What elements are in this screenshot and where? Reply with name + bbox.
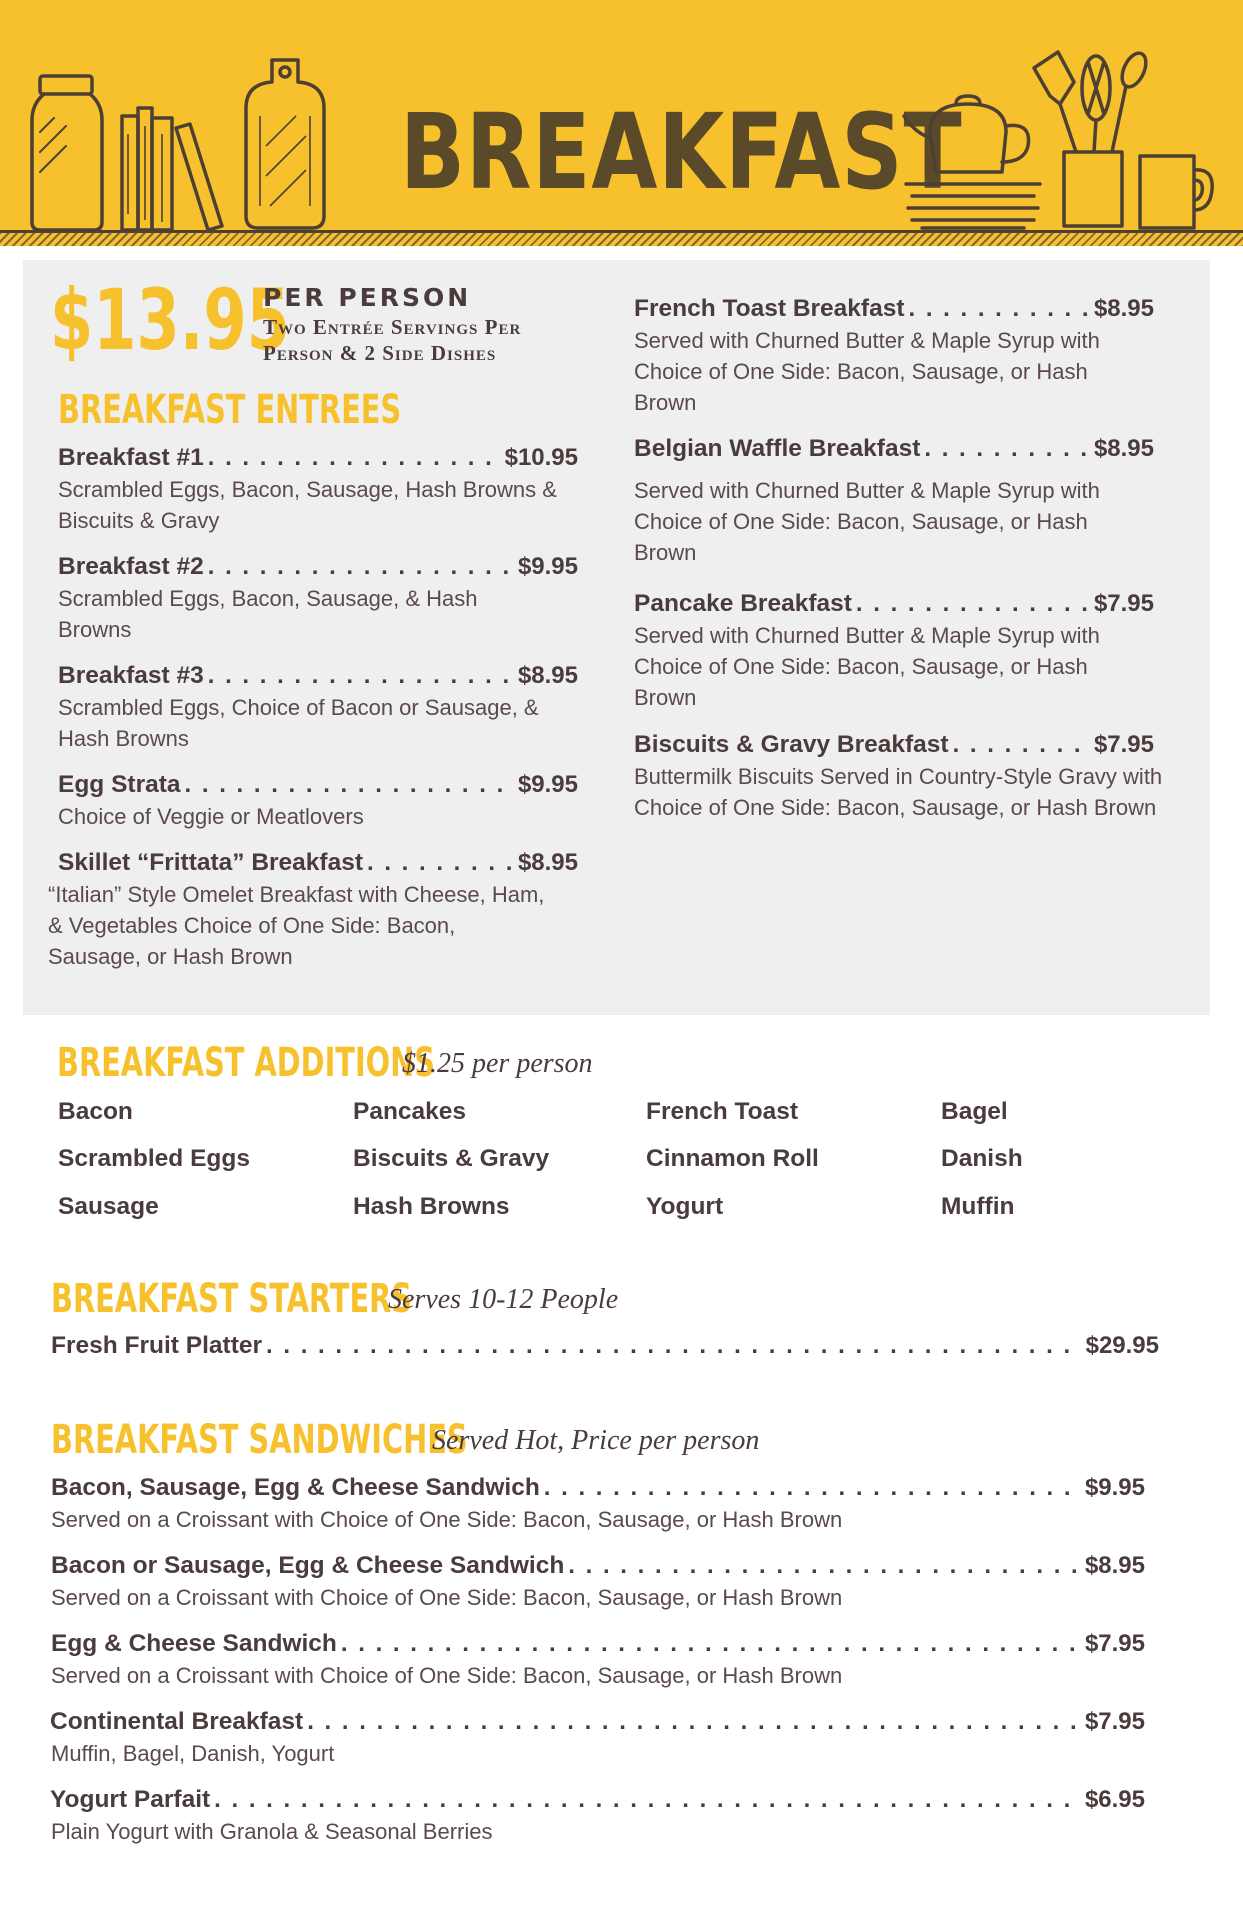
item-desc: Choice of Veggie or Meatlovers — [58, 804, 364, 829]
addition-item: Bacon — [58, 1098, 133, 1125]
item-name: Skillet “Frittata” Breakfast — [58, 849, 363, 876]
list-item — [51, 1552, 1145, 1613]
item-desc: Served on a Croissant with Choice of One Side: Bacon, Sausage, or Hash Brown — [51, 1585, 843, 1610]
plates-icon — [902, 178, 1044, 230]
entrees-title: BREAKFAST ENTREES — [58, 387, 402, 433]
addition-item: Danish — [941, 1145, 1023, 1172]
starters-subtitle: Serves 10-12 People — [388, 1284, 619, 1315]
item-price: $7.95 — [1084, 1630, 1145, 1657]
list-item — [58, 662, 578, 754]
list-item — [58, 553, 578, 645]
leader-dots — [341, 1630, 1081, 1658]
list-item — [50, 1786, 1145, 1847]
leader-dots — [266, 1332, 1082, 1360]
item-name: Pancake Breakfast — [634, 590, 852, 617]
shelf-hatch — [0, 232, 1243, 246]
list-item — [634, 435, 1154, 568]
item-name: French Toast Breakfast — [634, 295, 905, 322]
item-name: Breakfast #3 — [58, 662, 204, 689]
list-item — [634, 731, 1163, 823]
item-price: $29.95 — [1085, 1332, 1159, 1359]
leader-dots — [367, 849, 514, 877]
item-desc: Buttermilk Biscuits Served in Country-Style Gravy with Choice of One Side: Bacon, Sausage, or Hash Brown — [634, 764, 1163, 820]
item-name: Breakfast #2 — [58, 553, 204, 580]
starters-title: BREAKFAST STARTERS — [51, 1276, 413, 1322]
item-price: $6.95 — [1084, 1786, 1145, 1813]
header-banner — [0, 0, 1243, 246]
list-item — [48, 849, 578, 972]
item-price: $8.95 — [1084, 1552, 1145, 1579]
item-name: Egg & Cheese Sandwich — [51, 1630, 337, 1657]
item-name: Continental Breakfast — [50, 1708, 304, 1735]
addition-item: Scrambled Eggs — [58, 1145, 250, 1172]
list-item — [51, 1332, 1159, 1360]
item-desc: Served with Churned Butter & Maple Syrup with Choice of One Side: Bacon, Sausage, or Hash Brown — [634, 478, 1100, 565]
leader-dots — [208, 444, 501, 472]
list-item — [58, 771, 578, 832]
item-price: $8.95 — [517, 662, 578, 689]
item-price: $7.95 — [1093, 731, 1154, 758]
addition-item: Sausage — [58, 1193, 159, 1220]
item-desc: Scrambled Eggs, Bacon, Sausage, Hash Browns & Biscuits & Gravy — [58, 477, 557, 533]
additions-subtitle: $1.25 per person — [402, 1048, 593, 1079]
addition-item: Bagel — [941, 1098, 1008, 1125]
item-name: Yogurt Parfait — [50, 1786, 211, 1813]
item-price: $8.95 — [1093, 435, 1154, 462]
item-name: Belgian Waffle Breakfast — [634, 435, 921, 462]
books-icon — [118, 104, 228, 232]
item-desc: Muffin, Bagel, Danish, Yogurt — [51, 1741, 335, 1766]
package-details: Two Entrée Servings Per Person & 2 Side Dishes — [263, 315, 522, 365]
item-desc: Scrambled Eggs, Bacon, Sausage, & Hash Browns — [58, 586, 478, 642]
addition-item: Muffin — [941, 1193, 1015, 1220]
addition-item: Hash Browns — [353, 1193, 510, 1220]
leader-dots — [214, 1786, 1081, 1814]
list-item — [51, 1474, 1145, 1535]
mug-icon — [1136, 150, 1216, 232]
item-name: Biscuits & Gravy Breakfast — [634, 731, 949, 758]
item-price: $10.95 — [504, 444, 578, 471]
per-person-label: PER PERSON — [263, 283, 472, 312]
list-item — [51, 1630, 1145, 1691]
item-name: Fresh Fruit Platter — [51, 1332, 263, 1359]
sandwiches-subtitle: Served Hot, Price per person — [432, 1425, 760, 1456]
addition-item: French Toast — [646, 1098, 799, 1125]
addition-item: Yogurt — [646, 1193, 724, 1220]
item-price: $8.95 — [517, 849, 578, 876]
additions-title: BREAKFAST ADDITIONS — [57, 1040, 435, 1086]
item-price: $7.95 — [1093, 590, 1154, 617]
item-desc: Served with Churned Butter & Maple Syrup with Choice of One Side: Bacon, Sausage, or Hash Brown — [634, 328, 1100, 415]
item-desc: Served on a Croissant with Choice of One Side: Bacon, Sausage, or Hash Brown — [51, 1507, 843, 1532]
leader-dots — [909, 295, 1090, 323]
leader-dots — [185, 771, 514, 799]
item-desc: Plain Yogurt with Granola & Seasonal Berries — [51, 1819, 493, 1844]
item-name: Bacon or Sausage, Egg & Cheese Sandwich — [51, 1552, 565, 1579]
item-desc: “Italian” Style Omelet Breakfast with Cheese, Ham, & Vegetables Choice of One Side: Bacon, Sausage, or Hash Brown — [48, 882, 545, 969]
list-item — [634, 295, 1154, 418]
cutting-board-icon — [240, 56, 330, 232]
list-item — [50, 1708, 1145, 1769]
list-item — [634, 590, 1154, 713]
item-price: $9.95 — [517, 553, 578, 580]
leader-dots — [208, 662, 514, 690]
sandwiches-title: BREAKFAST SANDWICHES — [51, 1417, 468, 1463]
item-name: Breakfast #1 — [58, 444, 204, 471]
leader-dots — [924, 435, 1090, 463]
leader-dots — [544, 1474, 1081, 1502]
item-price: $7.95 — [1084, 1708, 1145, 1735]
item-price: $9.95 — [517, 771, 578, 798]
utensils-cup-icon — [1030, 48, 1150, 232]
addition-item: Biscuits & Gravy — [353, 1145, 550, 1172]
item-desc: Served on a Croissant with Choice of One Side: Bacon, Sausage, or Hash Brown — [51, 1663, 843, 1688]
package-price: $13.95 — [50, 271, 290, 369]
item-desc: Served with Churned Butter & Maple Syrup with Choice of One Side: Bacon, Sausage, or Hash Brown — [634, 623, 1100, 710]
item-desc: Scrambled Eggs, Choice of Bacon or Sausage, & Hash Browns — [58, 695, 539, 751]
item-name: Bacon, Sausage, Egg & Cheese Sandwich — [51, 1474, 540, 1501]
item-price: $9.95 — [1084, 1474, 1145, 1501]
leader-dots — [568, 1552, 1081, 1580]
addition-item: Cinnamon Roll — [646, 1145, 819, 1172]
leader-dots — [953, 731, 1090, 759]
item-price: $8.95 — [1093, 295, 1154, 322]
list-item — [58, 444, 578, 536]
teapot-icon — [900, 92, 1040, 182]
leader-dots — [208, 553, 514, 581]
jar-icon — [26, 72, 108, 232]
addition-item: Pancakes — [353, 1098, 467, 1125]
item-name: Egg Strata — [58, 771, 181, 798]
page-title: BREAKFAST — [400, 91, 963, 213]
leader-dots — [856, 590, 1090, 618]
leader-dots — [307, 1708, 1081, 1736]
